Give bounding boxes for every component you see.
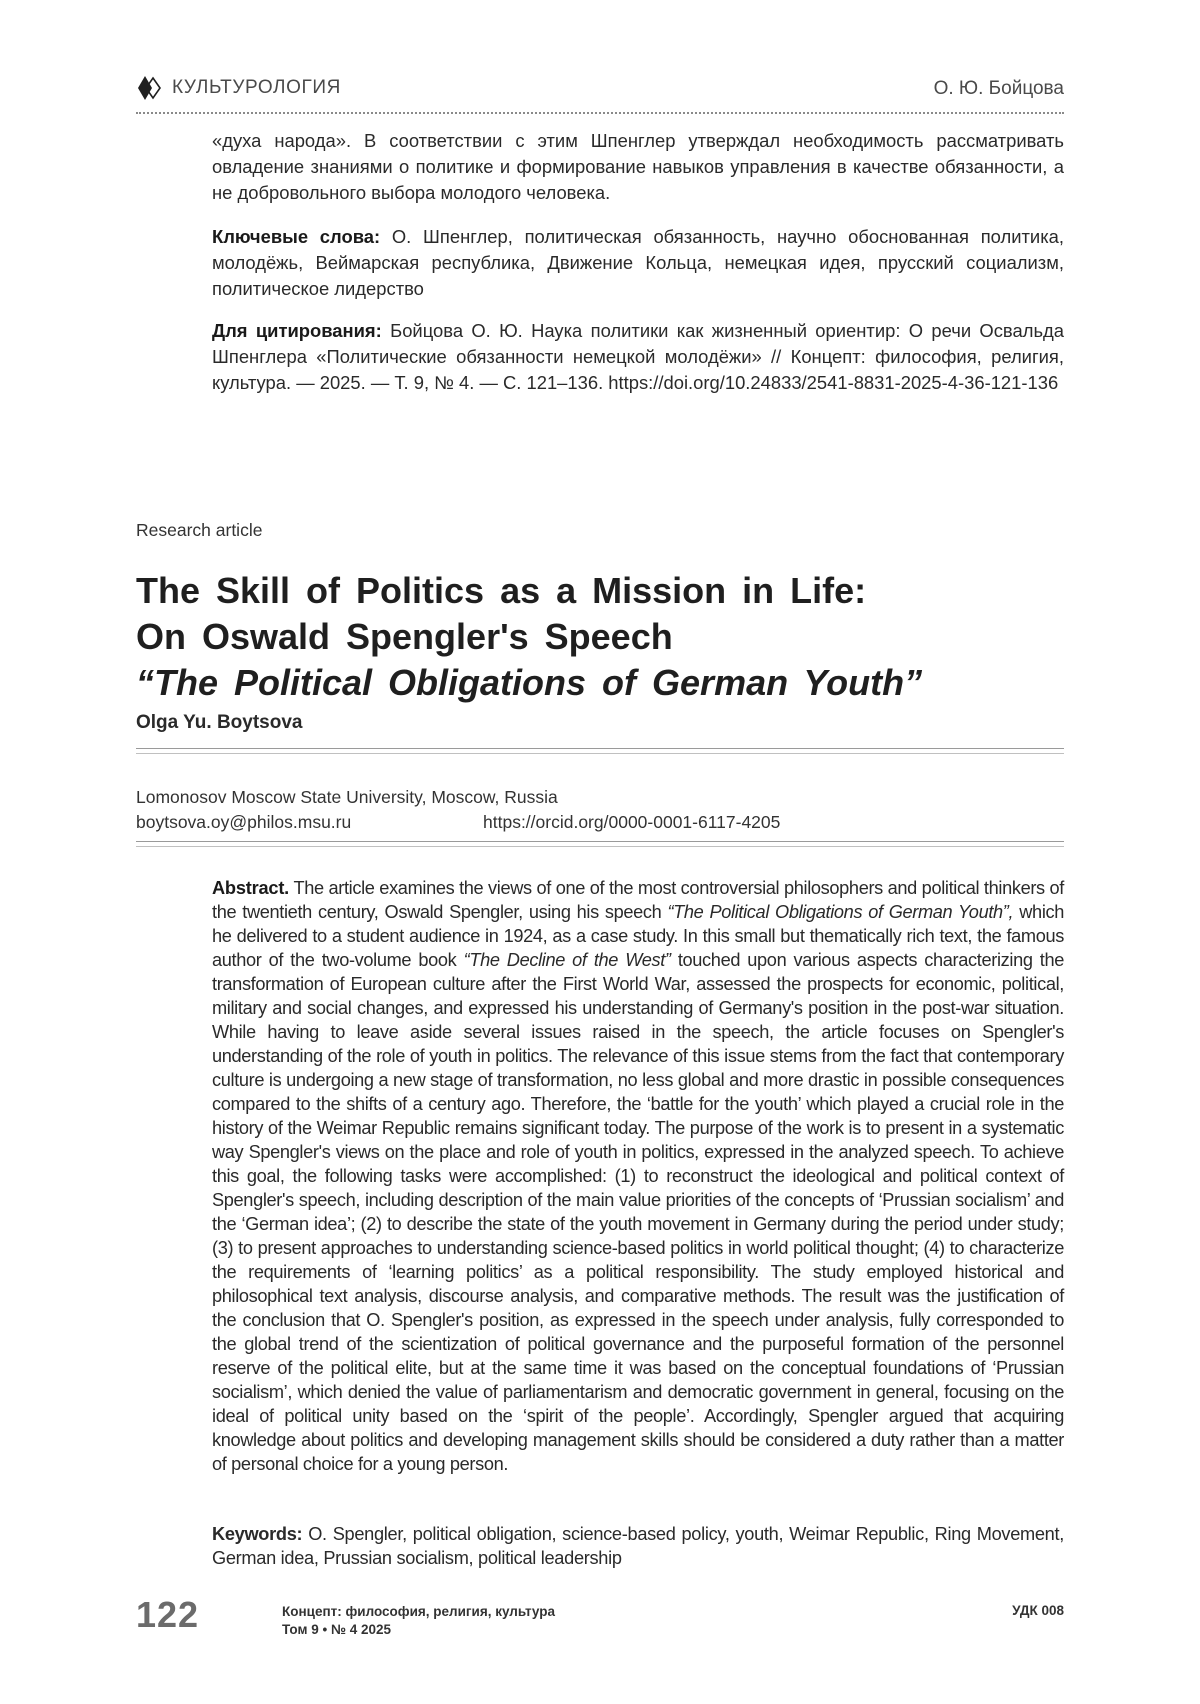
author-email[interactable]: boytsova.oy@philos.msu.ru (136, 812, 352, 832)
russian-keywords-text: О. Шпенглер, политическая обязанность, научно обоснованная политика, молодёжь, Веймарская республика, Движение Кольца, немецкая идея, прусский социализм, политическое лидерство (212, 226, 1064, 299)
abstract-speech-title: “The Political Obligations of German Youth”, (667, 902, 1014, 922)
english-abstract (212, 876, 1064, 1476)
header-section-block (136, 74, 341, 102)
page-number: 122 (136, 1594, 200, 1635)
affiliation: Lomonosov Moscow State University, Moscow, Russia (136, 787, 558, 807)
russian-keywords (212, 224, 1064, 302)
title-line-3: “The Political Obligations of German Youth” (136, 662, 923, 703)
title-line-1: The Skill of Politics as a Mission in Life: (136, 570, 867, 611)
abstract-book-title: “The Decline of the West” (463, 950, 671, 970)
header-author: О. Ю. Бойцова (933, 78, 1064, 99)
section-name: КУЛЬТУРОЛОГИЯ (172, 77, 341, 98)
title-line-2: On Oswald Spengler's Speech (136, 616, 673, 657)
russian-keywords-label: Ключевые слова: (212, 226, 381, 247)
russian-citation-text: Бойцова О. Ю. Наука политики как жизненный ориентир: О речи Освальда Шпенглера «Политические обязанности немецкой молодёжи» // Концепт: философия, религия, культура. — 2025. — Т. 9, № 4. — С. 121–136. https://doi.org/10.24833/2541-8831-2025-4-36-121-136 (212, 320, 1064, 393)
keywords-label: Keywords: (212, 1524, 303, 1544)
abstract-label: Abstract. (212, 878, 290, 898)
keywords-text: O. Spengler, political obligation, science-based policy, youth, Weimar Republic, Ring Movement, German idea, Prussian socialism, political leadership (212, 1524, 1064, 1568)
abstract-text-a: The article examines the views of one of the most controversial philosophers and political thinkers of the twentieth century, Oswald Spengler, using his speech (212, 878, 1065, 922)
author-orcid-link[interactable]: https://orcid.org/0000-0001-6117-4205 (483, 812, 781, 832)
article-type: Research article (136, 520, 263, 540)
running-header (136, 70, 1064, 110)
header-dotted-rule (136, 112, 1064, 114)
article-title (136, 568, 1064, 706)
section-diamond-icon (136, 74, 164, 102)
abstract-text-c: touched upon various aspects characterizing the transformation of European culture after the First World War, assessed the prospects for economic, political, military and social changes, and expressed his understanding of Germany's position in the post-war situation. While having to leave aside several issues raised in the speech, the article focuses on Spengler's understanding of the role of youth in politics. The relevance of this issue stems from the fact that contemporary culture is undergoing a new stage of transformation, no less global and more drastic in possible consequences compared to the shifts of a century ago. Therefore, the ‘battle for the youth’ which played a crucial role in the history of the Weimar Republic remains significant today. The purpose of the work is to present in a systematic way Spengler's views on the place and role of youth in politics, expressed in the analyzed speech. To achieve this goal, the following tasks were accomplished: (1) to reconstruct the ideological and political context of Spengler's speech, including description of the main value priorities of the concepts of ‘Prussian socialism’ and the ‘German idea’; (2) to describe the state of the youth movement in Germany during the period under study; (3) to present approaches to understanding science-based politics in world political thought; (4) to characterize the requirements of ‘learning politics’ as a political responsibility. The study employed historical and philosophical text analysis, discourse analysis, and comparative methods. The result was the justification of the conclusion that O. Spengler's position, as expressed in the speech under analysis, fully corresponded to the global trend of the scientization of political governance and the purposeful formation of the personnel reserve of the political elite, but at the same time it was based on the conceptual foundations of ‘Prussian socialism’, which denied the value of parliamentarism and democratic government in general, focusing on the ideal of political unity based on the ‘spirit of the people’. Accordingly, Spengler argued that acquiring knowledge about politics and developing management skills should be considered a duty rather than a matter of personal choice for a young person. (212, 950, 1065, 1474)
russian-citation-label: Для цитирования: (212, 320, 382, 341)
udk-code: УДК 008 (1012, 1603, 1064, 1618)
author-rule-bottom (136, 753, 1064, 754)
author-rule-top (136, 748, 1064, 749)
affiliation-rule-top (136, 841, 1064, 842)
abstract-text-b: which he delivered to a student audience in 1924, as a case study. In this small but thematically rich text, the famous author of the two-volume book (212, 902, 1065, 970)
journal-info (282, 1603, 555, 1639)
journal-volume: Том 9 • № 4 2025 (282, 1622, 392, 1637)
journal-name: Концепт: философия, религия, культура (282, 1604, 556, 1619)
english-keywords (212, 1522, 1064, 1570)
affiliation-rule-bottom (136, 846, 1064, 847)
russian-citation (212, 318, 1064, 396)
russian-abstract-tail: «духа народа». В соответствии с этим Шпенглер утверждал необходимость рассматривать овладение знаниями о политике и формирование навыков управления в качестве обязанности, а не добровольного выбора молодого человека. (212, 130, 1064, 203)
article-author: Olga Yu. Boytsova (136, 712, 303, 733)
